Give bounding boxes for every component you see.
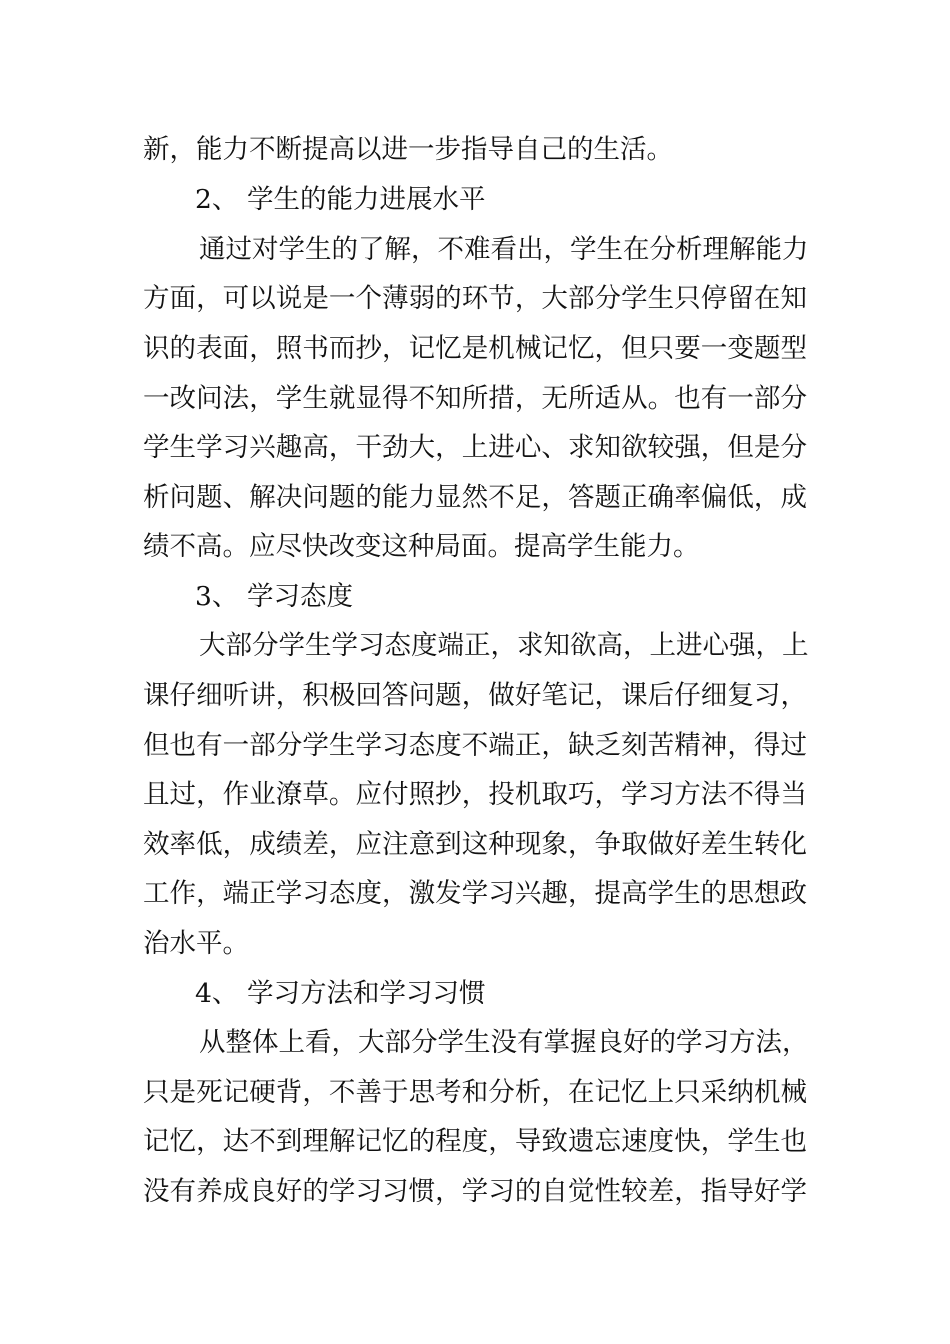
paragraph-line: 治水平。 [143,928,249,959]
paragraph-line: 只是死记硬背，不善于思考和分析，在记忆上只采纳机械 [143,1077,807,1108]
paragraph-line: 绩不高。应尽快改变这种局面。提高学生能力。 [143,531,700,562]
section-title: 学习态度 [247,581,353,612]
paragraph-line: 析问题、解决问题的能力显然不足，答题正确率偏低，成 [143,482,807,513]
section-heading-4 [195,969,486,1019]
section-heading-2 [195,175,486,225]
paragraph-line: 方面，可以说是一个薄弱的环节，大部分学生只停留在知 [143,283,807,314]
section-title: 学生的能力进展水平 [247,184,486,215]
paragraph-line: 识的表面，照书而抄，记忆是机械记忆，但只要一变题型 [143,333,807,364]
paragraph-line: 学生学习兴趣高，干劲大，上进心、求知欲较强，但是分 [143,432,807,463]
paragraph-line: 工作，端正学习态度，激发学习兴趣，提高学生的思想政 [143,878,807,909]
paragraph-line: 大部分学生学习态度端正，求知欲高，上进心强，上 [199,630,809,661]
paragraph-line: 通过对学生的了解，不难看出，学生在分析理解能力 [199,234,809,265]
paragraph-line: 从整体上看，大部分学生没有掌握良好的学习方法， [199,1027,809,1058]
section-heading-3 [195,572,353,622]
paragraph-line: 效率低，成绩差，应注意到这种现象，争取做好差生转化 [143,829,807,860]
paragraph-line: 且过，作业潦草。应付照抄，投机取巧，学习方法不得当 [143,779,807,810]
paragraph-line: 一改问法，学生就显得不知所措，无所适从。也有一部分 [143,383,807,414]
paragraph-line: 但也有一部分学生学习态度不端正，缺乏刻苦精神，得过 [143,730,807,761]
paragraph-line: 没有养成良好的学习习惯，学习的自觉性较差，指导好学 [143,1176,807,1207]
paragraph-line: 新，能力不断提高以进一步指导自己的生活。 [143,134,673,165]
paragraph-line: 课仔细听讲，积极回答问题，做好笔记，课后仔细复习， [143,680,807,711]
section-number: 3、 [195,581,239,612]
section-number: 4、 [195,978,239,1009]
paragraph-line: 记忆，达不到理解记忆的程度，导致遗忘速度快，学生也 [143,1126,807,1157]
section-number: 2、 [195,184,239,215]
section-title: 学习方法和学习习惯 [247,978,486,1009]
